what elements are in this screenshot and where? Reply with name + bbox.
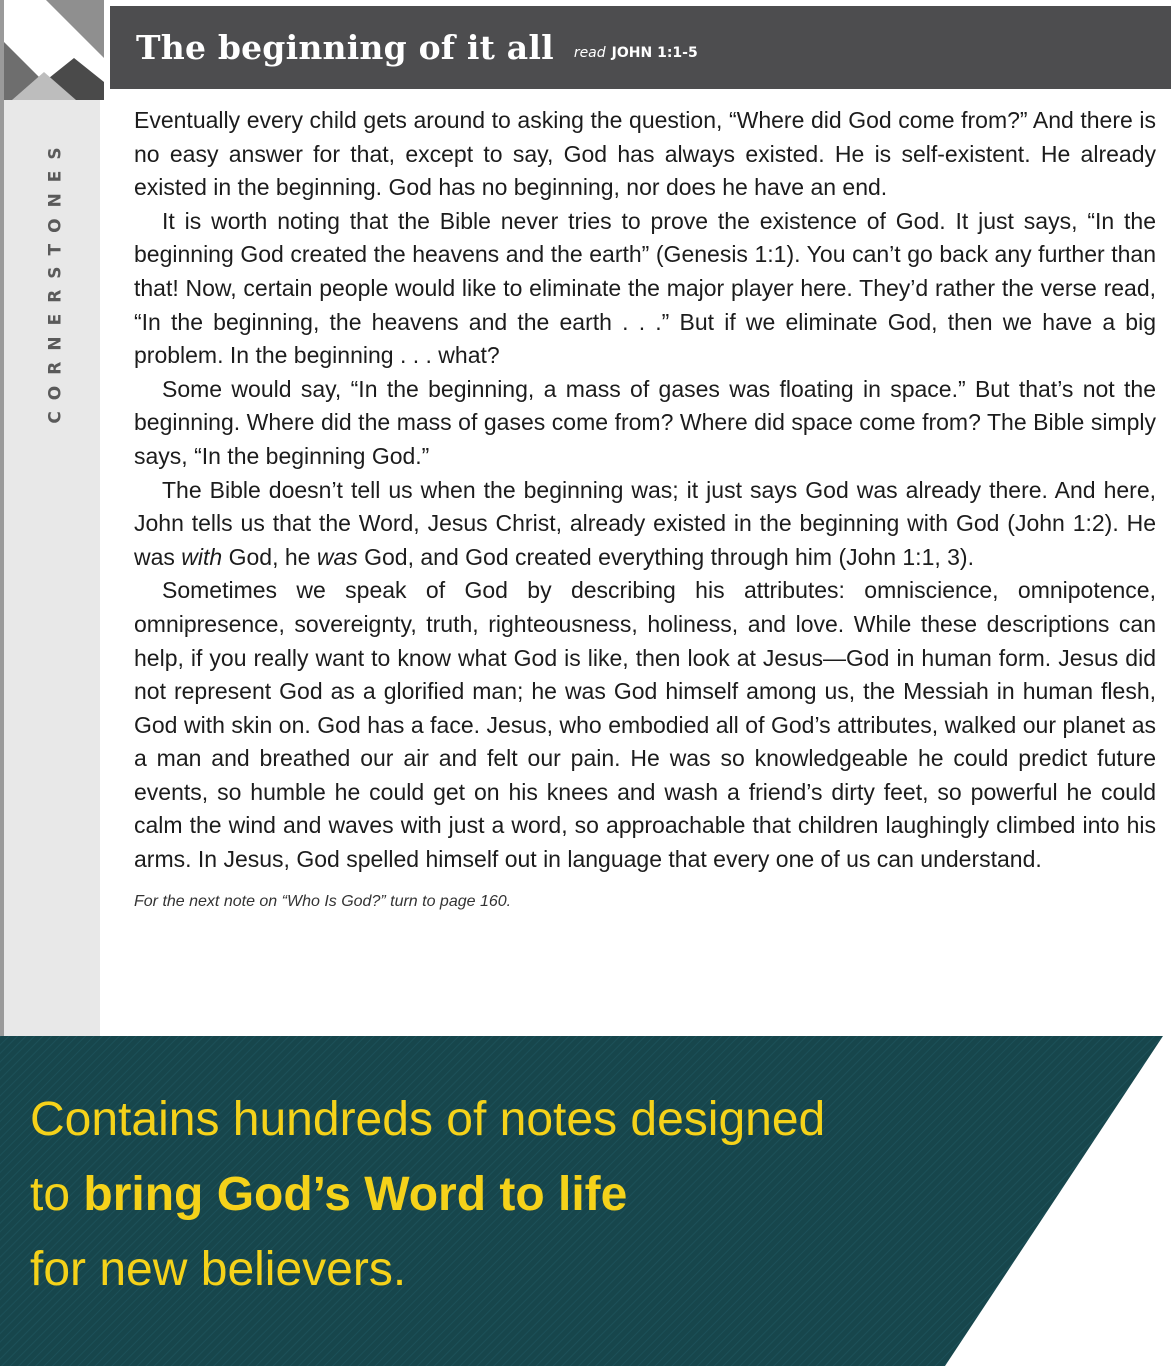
banner-message [30,1082,825,1307]
sidebar-vertical-word [26,110,86,450]
cornerstones-logo-icon [4,0,104,100]
sidebar [0,0,100,1036]
paragraph-4-part-c: God, and God created everything through him (John 1:1, 3). [357,543,974,570]
read-label: read [573,44,606,61]
paragraph-4-emphasis-was: was [316,543,358,570]
banner-line-2-highlight: bring God’s Word to life [83,1168,628,1221]
paragraph-4 [134,474,1156,575]
paragraph-3: Some would say, “In the beginning, a mass of gases was floating in space.” But that’s not the beginning. Where did the mass of gases come from? Where did space come from? The Bible simply says, “In the beginning God.” [134,375,1156,469]
paragraph-4-part-a: The Bible doesn’t tell us when the beginning was; it just says God was already there. And here, John tells us that the Word, Jesus Christ, already existed in the beginning with God (John 1:2). He was [134,476,1156,570]
scripture-reference: JOHN 1:1-5 [611,44,698,61]
banner-line-1: Contains hundreds of notes designed [30,1093,826,1146]
paragraph-2: It is worth noting that the Bible never tries to prove the existence of God. It just says, “In the beginning God created the heavens and the earth” (Genesis 1:1). You can’t go back any further than that! Now, certain people would like to eliminate the major player here. They’d rather the verse read, “In the beginning, the heavens and the earth . . .” But if we eliminate God, then we have a big problem. In the beginning . . . what? [134,207,1156,369]
paragraph-4-emphasis-with: with [181,543,223,570]
banner-line-3: for new believers. [30,1243,407,1296]
paragraph-1: Eventually every child gets around to asking the question, “Where did God come from?” And there is no easy answer for that, except to say, God has always existed. He is self-existent. He already existed in the beginning. God has no beginning, nor does he have an end. [134,107,1156,201]
article-body [134,104,1156,918]
promo-banner [0,1036,1171,1366]
header-bar [110,6,1171,89]
next-note-footnote: For the next note on “Who Is God?” turn to page 160. [134,892,512,910]
banner-line-2 [30,1157,825,1232]
page-title: The beginning of it all [136,28,554,67]
cornerstones-label: CORNERSTONES [46,136,67,424]
banner-line-2-prefix: to [30,1168,84,1221]
paragraph-4-part-b: God, he [222,543,317,570]
paragraph-5: Sometimes we speak of God by describing his attributes: omniscience, omnipotence, omnipresence, sovereignty, truth, righteousness, holiness, and love. While these descriptions can help, if you really want to know what God is like, then look at Jesus—God in human form. Jesus did not represent God as a glorified man; he was God himself among us, the Messiah in human flesh, God with skin on. God has a face. Jesus, who embodied all of God’s attributes, walked our planet as a man and breathed our air and felt our pain. He was so knowledgeable he could predict future events, so humble he could get on his knees and wash a friend’s dirty feet, so powerful he could calm the wind and waves with just a word, so approachable that children laughingly climbed into his arms. In Jesus, God spelled himself out in language that every one of us can understand. [134,577,1156,873]
